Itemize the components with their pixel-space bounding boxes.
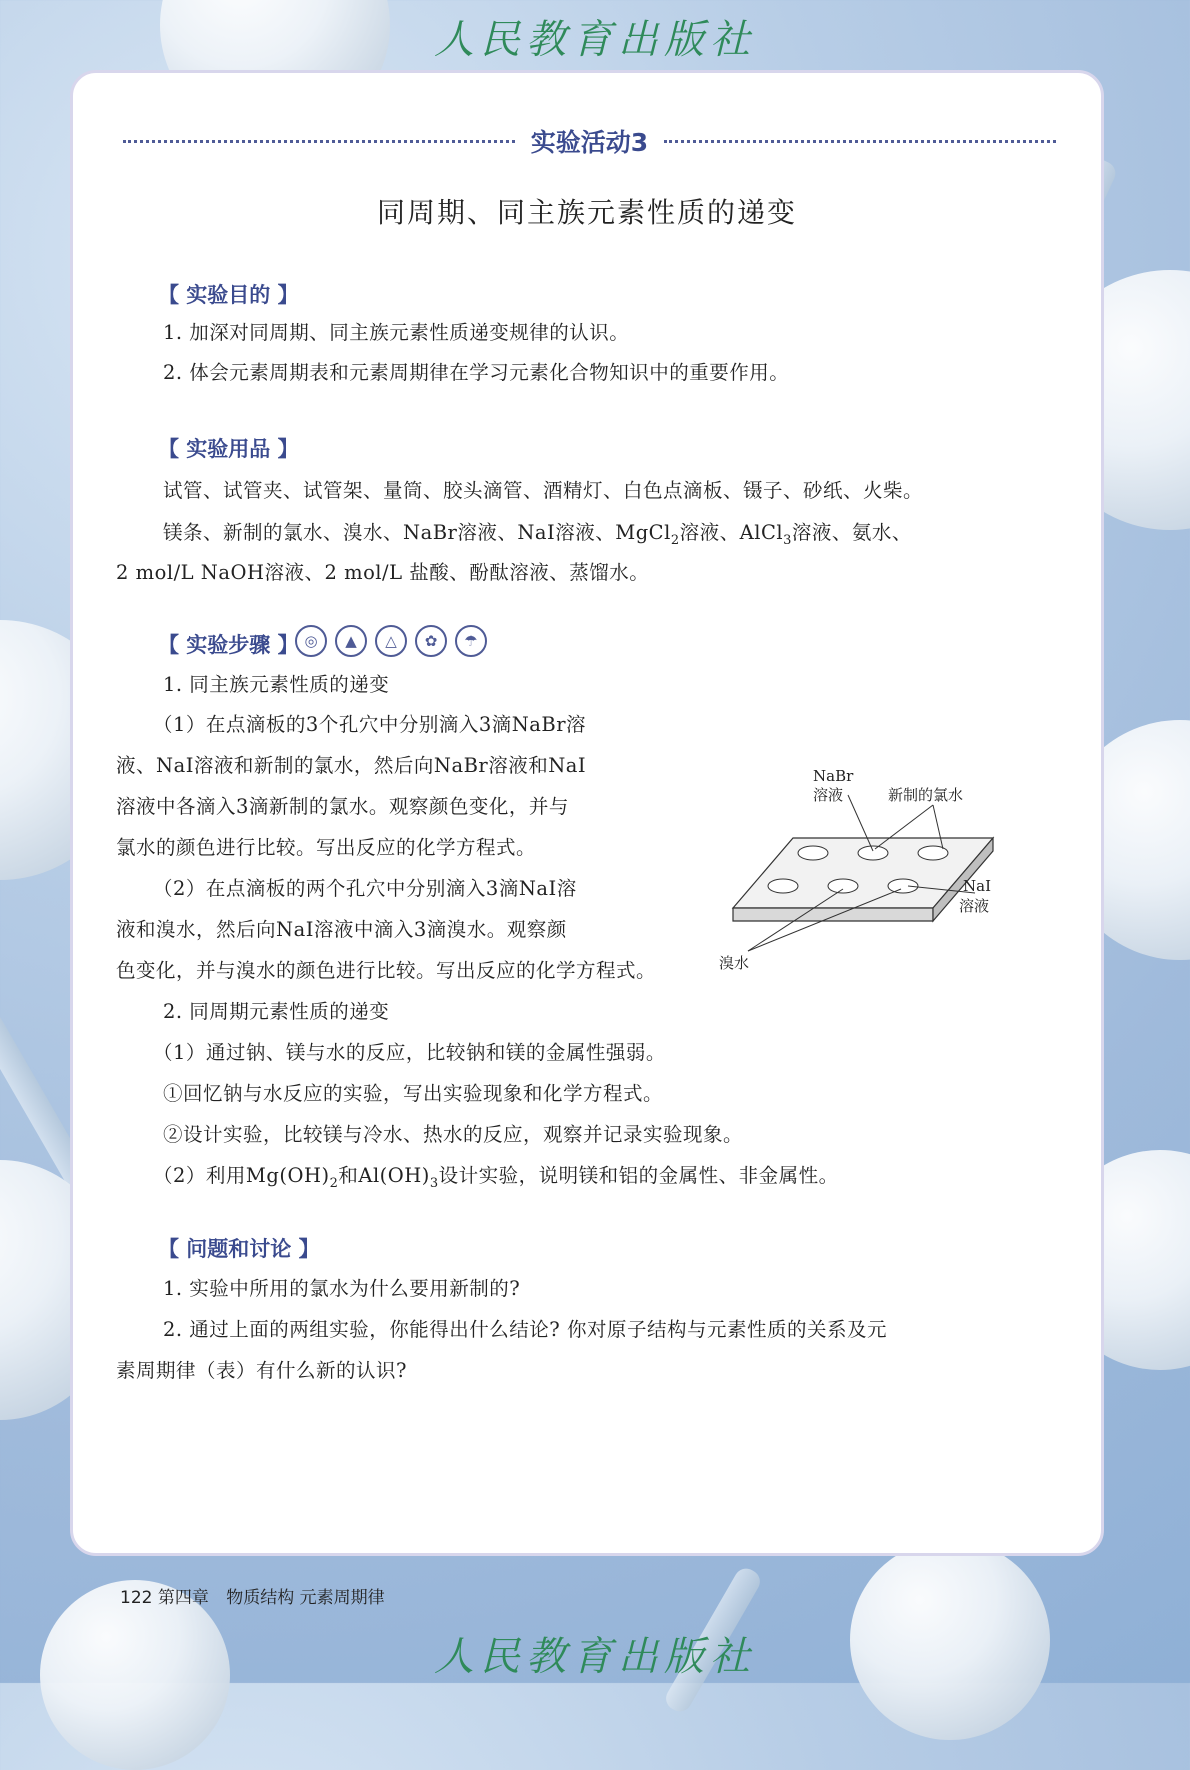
materials-line-2-sub-1: 2 [670, 532, 680, 548]
step-2-2-sub-2: 3 [429, 1175, 439, 1191]
goggles-icon: ◎ [295, 625, 327, 657]
spot-plate-well [828, 879, 858, 893]
spot-plate-diagram [693, 743, 1033, 983]
activity-header [123, 121, 1056, 161]
label-nabr: NaBr [813, 767, 854, 785]
label-nai-solution: 溶液 [959, 897, 990, 915]
label-nai: NaI [963, 877, 991, 895]
materials-line-2 [163, 517, 912, 548]
dotted-rule-left [123, 140, 515, 143]
materials-line-2-sub-2: 3 [783, 532, 792, 548]
section-heading-materials: 【 实验用品 】 [158, 437, 299, 461]
spot-plate-well [858, 846, 888, 860]
step-1-2-line-a: （2）在点滴板的两个孔穴中分别滴入3滴NaI溶 [153, 877, 577, 900]
hot-hazard-icon: △ [375, 625, 407, 657]
step-1-1-line-c: 溶液中各滴入3滴新制的氯水。观察颜色变化，并与 [116, 795, 569, 818]
section-heading-purpose: 【 实验目的 】 [158, 283, 299, 307]
step-2-2-part-b: 和Al(OH) [338, 1164, 430, 1187]
materials-line-2-part-a: 镁条、新制的氯水、溴水、NaBr溶液、NaI溶液、MgCl [163, 521, 671, 544]
step-2-1: （1）通过钠、镁与水的反应，比较钠和镁的金属性强弱。 [153, 1041, 666, 1064]
ventilation-icon: ✿ [415, 625, 447, 657]
spot-plate-well [798, 846, 828, 860]
step-1-1-line-b: 液、NaI溶液和新制的氯水，然后向NaBr溶液和NaI [116, 754, 587, 777]
step-2-1-b: ②设计实验，比较镁与冷水、热水的反应，观察并记录实验现象。 [163, 1123, 744, 1146]
activity-title: 实验活动3 [530, 128, 649, 157]
spot-plate-well [768, 879, 798, 893]
page-number: 122 [120, 1588, 153, 1608]
label-fresh-chlorine-water: 新制的氯水 [888, 786, 964, 804]
section-heading-steps: 【 实验步骤 】 [158, 633, 299, 657]
section-heading-discussion: 【 问题和讨论 】 [158, 1237, 320, 1261]
purpose-item-1: 1. 加深对同周期、同主族元素性质递变规律的认识。 [163, 321, 630, 344]
page-title: 同周期、同主族元素性质的递变 [376, 196, 797, 229]
content-card [70, 70, 1104, 1556]
discussion-question-2-line-b: 素周期律（表）有什么新的认识? [116, 1359, 407, 1382]
discussion-question-2-line-a: 2. 通过上面的两组实验，你能得出什么结论? 你对原子结构与元素性质的关系及元 [163, 1318, 887, 1341]
step-2-title: 2. 同周期元素性质的递变 [163, 1000, 390, 1023]
spot-plate-front [733, 908, 933, 921]
purpose-item-2: 2. 体会元素周期表和元素周期律在学习元素化合物知识中的重要作用。 [163, 361, 790, 384]
step-1-title: 1. 同主族元素性质的递变 [163, 673, 390, 696]
materials-line-2-part-c: 溶液、氨水、 [791, 521, 912, 544]
chapter-number: 第四章 [157, 1588, 209, 1608]
spot-plate-well [918, 846, 948, 860]
step-2-2-part-c: 设计实验，说明镁和铝的金属性、非金属性。 [438, 1164, 839, 1187]
safety-icons [295, 625, 487, 657]
label-nabr-solution: 溶液 [813, 786, 844, 804]
step-1-1-line-d: 氯水的颜色进行比较。写出反应的化学方程式。 [116, 836, 537, 859]
step-2-2-part-a: （2）利用Mg(OH) [153, 1164, 330, 1187]
materials-line-3: 2 mol/L NaOH溶液、2 mol/L 盐酸、酚酞溶液、蒸馏水。 [116, 561, 650, 584]
discussion-question-1: 1. 实验中所用的氯水为什么要用新制的? [163, 1277, 521, 1300]
label-bromine-water: 溴水 [719, 954, 750, 972]
dotted-rule-right [664, 140, 1056, 143]
step-1-2-line-c: 色变化，并与溴水的颜色进行比较。写出反应的化学方程式。 [116, 959, 657, 982]
page-footer [120, 1583, 385, 1608]
step-2-2-sub-1: 2 [329, 1175, 339, 1191]
chapter-title: 物质结构 元素周期律 [226, 1588, 385, 1608]
step-1-2-line-b: 液和溴水，然后向NaI溶液中滴入3滴溴水。观察颜 [116, 918, 567, 941]
spot-plate-well [888, 879, 918, 893]
wash-hands-icon: ☂ [455, 625, 487, 657]
publisher-watermark-top: 人民教育出版社 [434, 17, 756, 63]
flame-icon: ▲ [335, 625, 367, 657]
materials-line-2-part-b: 溶液、AlCl [679, 521, 784, 544]
step-2-2 [153, 1160, 839, 1191]
publisher-watermark-bottom: 人民教育出版社 [434, 1634, 756, 1680]
materials-line-1: 试管、试管夹、试管架、量筒、胶头滴管、酒精灯、白色点滴板、镊子、砂纸、火柴。 [163, 479, 924, 502]
step-2-1-a: ①回忆钠与水反应的实验，写出实验现象和化学方程式。 [163, 1082, 664, 1105]
step-1-1-line-a: （1）在点滴板的3个孔穴中分别滴入3滴NaBr溶 [153, 713, 587, 736]
